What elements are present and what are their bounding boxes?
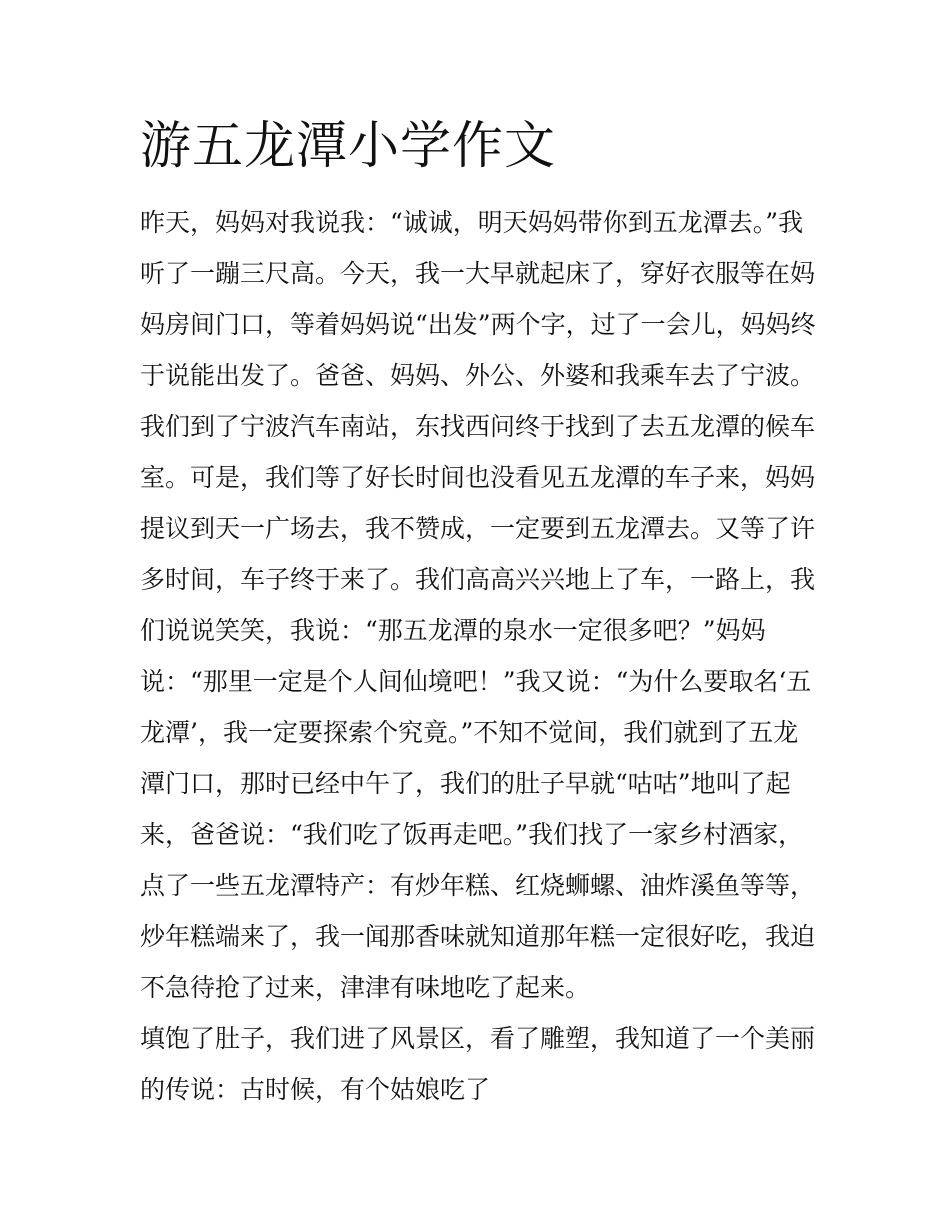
essay-line: 填饱了肚子，我们进了风景区，看了雕塑，我知道了一个美丽 [140,1024,816,1053]
essay-line: 的传说：古时候，有个姑娘吃了 [140,1075,491,1104]
essay-line: 提议到天一广场去，我不赞成，一定要到五龙潭去。又等了许 [140,514,816,543]
essay-line: 龙潭’，我一定要探索个究竟。”不知不觉间，我们就到了五龙 [140,718,799,747]
essay-line: 听了一蹦三尺高。今天，我一大早就起床了，穿好衣服等在妈 [140,259,816,288]
essay-line: 炒年糕端来了，我一闻那香味就知道那年糕一定很好吃，我迫 [140,922,816,951]
essay-body [140,197,840,1115]
essay-line: 潭门口，那时已经中午了，我们的肚子早就“咕咕”地叫了起 [140,769,791,798]
essay-line: 点了一些五龙潭特产：有炒年糕、红烧蛳螺、油炸溪鱼等等， [140,871,816,900]
essay-line: 室。可是，我们等了好长时间也没看见五龙潭的车子来，妈妈 [140,463,816,492]
essay-line: 昨天，妈妈对我说我：“诚诚，明天妈妈带你到五龙潭去。”我 [140,208,804,237]
essay-line: 妈房间门口，等着妈妈说“出发”两个字，过了一会儿，妈妈终 [140,310,816,339]
essay-line: 我们到了宁波汽车南站，东找西问终于找到了去五龙潭的候车 [140,412,816,441]
essay-line: 不急待抢了过来，津津有味地吃了起来。 [140,973,591,1002]
essay-line: 多时间，车子终于来了。我们高高兴兴地上了车，一路上，我 [140,565,816,594]
essay-line: 说：“那里一定是个人间仙境吧！”我又说：“为什么要取名‘五 [140,667,812,696]
essay-line: 们说说笑笑，我说：“那五龙潭的泉水一定很多吧？”妈妈 [140,616,766,645]
essay-line: 于说能出发了。爸爸、妈妈、外公、外婆和我乘车去了宁波。 [140,361,816,390]
essay-line: 来，爸爸说：“我们吃了饭再走吧。”我们找了一家乡村酒家， [140,820,804,849]
document-title: 游五龙潭小学作文 [140,117,557,176]
